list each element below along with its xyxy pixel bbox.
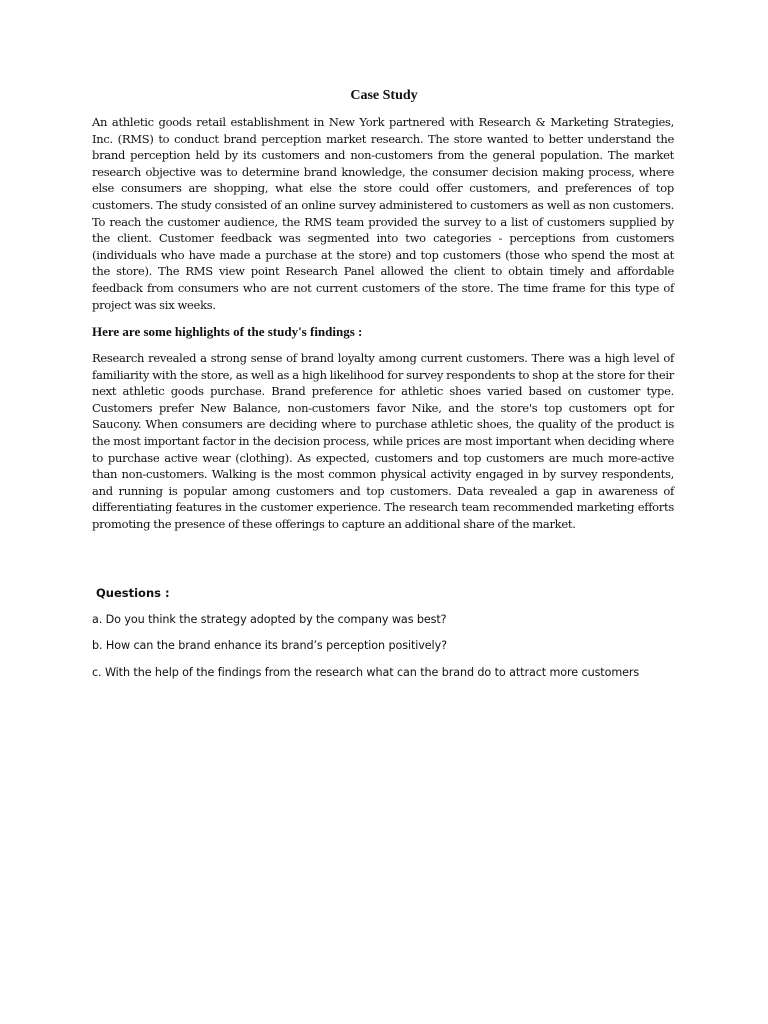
question-c: c. With the help of the findings from the research what can the brand do to attract more customers bbox=[92, 666, 640, 679]
document-title: Case Study bbox=[350, 88, 418, 103]
findings-paragraph: Research revealed a strong sense of brand loyalty among current customers. There was a high level of familiarity with the store, as well as a high likelihood for survey respondents to shop at the store for their next athletic goods purchase. Brand preference for athletic shoes varied based on customer type. Customers prefer New Balance, non-customers favor Nike, and the store's top customers opt for Saucony. When consumers are deciding where to purchase athletic shoes, the quality of the product is the most important factor in the decision process, while prices are most important when deciding where to purchase active wear (clothing). As expected, customers and top customers are much more-active than non-customers. Walking is the most common physical activity engaged in by survey respondents, and running is popular among customers and top customers. Data revealed a gap in awareness of differentiating features in the customer experience. The research team recommended marketing efforts promoting the presence of these offerings to capture an additional share of the market. bbox=[92, 351, 674, 531]
intro-paragraph: An athletic goods retail establishment in New York partnered with Research & Marketing Strategies, Inc. (RMS) to conduct brand perception market research. The store wanted to better understand the brand perception held by its customers and non-customers from the general population. The market research objective was to determine brand knowledge, the consumer decision making process, where else consumers are shopping, what else the store could offer customers, and preferences of top customers. The study consisted of an online survey administered to customers as well as non customers. To reach the customer audience, the RMS team provided the survey to a list of customers supplied by the client. Customer feedback was segmented into two categories - perceptions from customers (individuals who have made a purchase at the store) and top customers (those who spend the most at the store). The RMS view point Research Panel allowed the client to obtain timely and affordable feedback from consumers who are not current customers of the store. The time frame for this type of project was six weeks. bbox=[92, 115, 674, 312]
findings-heading: Here are some highlights of the study's findings : bbox=[92, 324, 363, 339]
question-a: a. Do you think the strategy adopted by the company was best? bbox=[92, 613, 447, 626]
question-b: b. How can the brand enhance its brand’s perception positively? bbox=[92, 639, 447, 652]
questions-heading: Questions : bbox=[96, 586, 170, 600]
